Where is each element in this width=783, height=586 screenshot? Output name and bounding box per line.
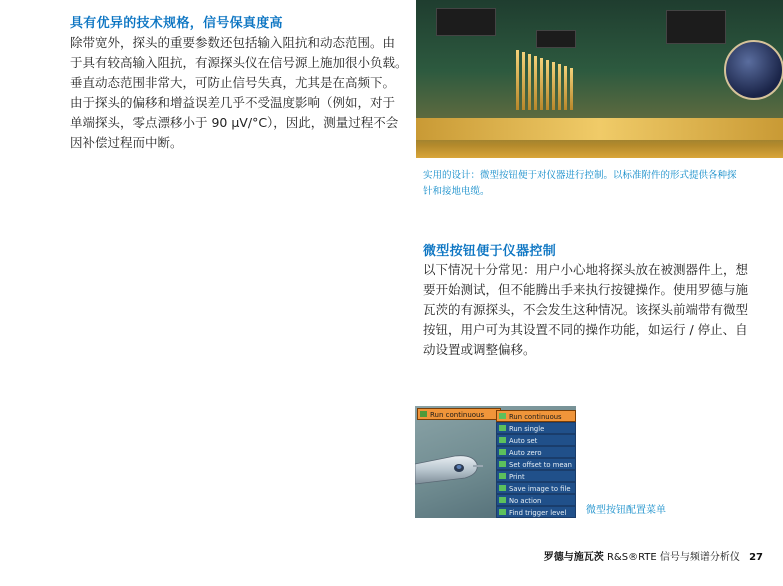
menu-item[interactable]	[496, 446, 576, 458]
menu-title-bar	[417, 408, 501, 420]
probe-button-menu-screenshot	[415, 406, 576, 518]
photo-caption-line: 实用的设计：微型按钮便于对仪器进行控制。以标准附件的形式提供各种探	[423, 170, 737, 181]
menu-item-icon	[499, 497, 506, 503]
photo-caption-line: 针和接地电缆。	[423, 186, 490, 197]
menu-item[interactable]	[496, 458, 576, 470]
menu-item[interactable]	[496, 506, 576, 518]
run-icon	[420, 411, 427, 417]
section1-line: 垂直动态范围非常大，可防止信号失真，尤其是在高频下。	[70, 75, 396, 90]
section2-line: 动设置或调整偏移。	[423, 342, 536, 357]
footer-product: R&S®RTE 信号与频谱分析仪	[606, 552, 740, 563]
menu-item[interactable]	[496, 482, 576, 494]
menu-list	[496, 410, 576, 518]
menu-item-icon	[499, 449, 506, 455]
menu-item-label: Save image to file	[509, 485, 571, 493]
menu-item-label: Set offset to mean	[509, 461, 572, 469]
photo-caption	[423, 168, 737, 200]
menu-item[interactable]	[496, 494, 576, 506]
menu-item[interactable]	[496, 422, 576, 434]
menu-item-label: Auto zero	[509, 449, 542, 457]
menu-caption: 微型按钮配置菜单	[586, 505, 666, 516]
menu-item-icon	[499, 425, 506, 431]
section2-line: 以下情况十分常见：用户小心地将探头放在被测器件上，想	[423, 262, 749, 277]
section1-heading: 具有优异的技术规格，信号保真度高	[70, 16, 283, 31]
footer-brand: 罗德与施瓦茨	[543, 552, 604, 563]
section1-line: 单端探头，零点漂移小于 90 µV/°C），因此，测量过程不会	[70, 115, 399, 130]
menu-item-icon	[499, 413, 506, 419]
capacitor-graphic	[724, 40, 783, 100]
section1-line: 因补偿过程而中断。	[70, 135, 183, 150]
menu-item-icon	[499, 485, 506, 491]
circuit-board-photo	[416, 0, 783, 158]
menu-item-label: Run single	[509, 425, 545, 433]
menu-item-icon	[499, 437, 506, 443]
page-footer	[544, 548, 763, 563]
menu-item[interactable]	[496, 410, 576, 422]
probe-icon	[415, 450, 483, 490]
menu-title-label: Run continuous	[430, 411, 485, 419]
menu-item[interactable]	[496, 470, 576, 482]
page-number: 27	[749, 552, 763, 563]
section2-body	[423, 260, 748, 360]
menu-item-label: No action	[509, 497, 542, 505]
menu-item-label: Find trigger level	[509, 509, 567, 517]
section1-body	[70, 33, 408, 153]
section2-line: 按钮，用户可为其设置不同的操作功能，如运行 / 停止、自	[423, 322, 748, 337]
menu-item[interactable]	[496, 434, 576, 446]
section1-line: 由于探头的偏移和增益误差几乎不受温度影响（例如，对于	[70, 95, 396, 110]
section2-line: 瓦茨的有源探头，不会发生这种情况。该探头前端带有微型	[423, 302, 749, 317]
menu-item-label: Print	[509, 473, 525, 481]
menu-item-icon	[499, 461, 506, 467]
section1-line: 于具有较高输入阻抗，有源探头仪在信号源上施加很小负载。	[70, 55, 408, 70]
menu-item-label: Run continuous	[509, 413, 562, 421]
menu-item-icon	[499, 473, 506, 479]
menu-item-icon	[499, 509, 506, 515]
section2-line: 要开始测试，但不能腾出手来执行按键操作。使用罗德与施	[423, 282, 749, 297]
section2-heading: 微型按钮便于仪器控制	[423, 244, 557, 259]
section1-line: 除带宽外，探头的重要参数还包括输入阻抗和动态范围。由	[70, 35, 396, 50]
menu-item-label: Auto set	[509, 437, 538, 445]
